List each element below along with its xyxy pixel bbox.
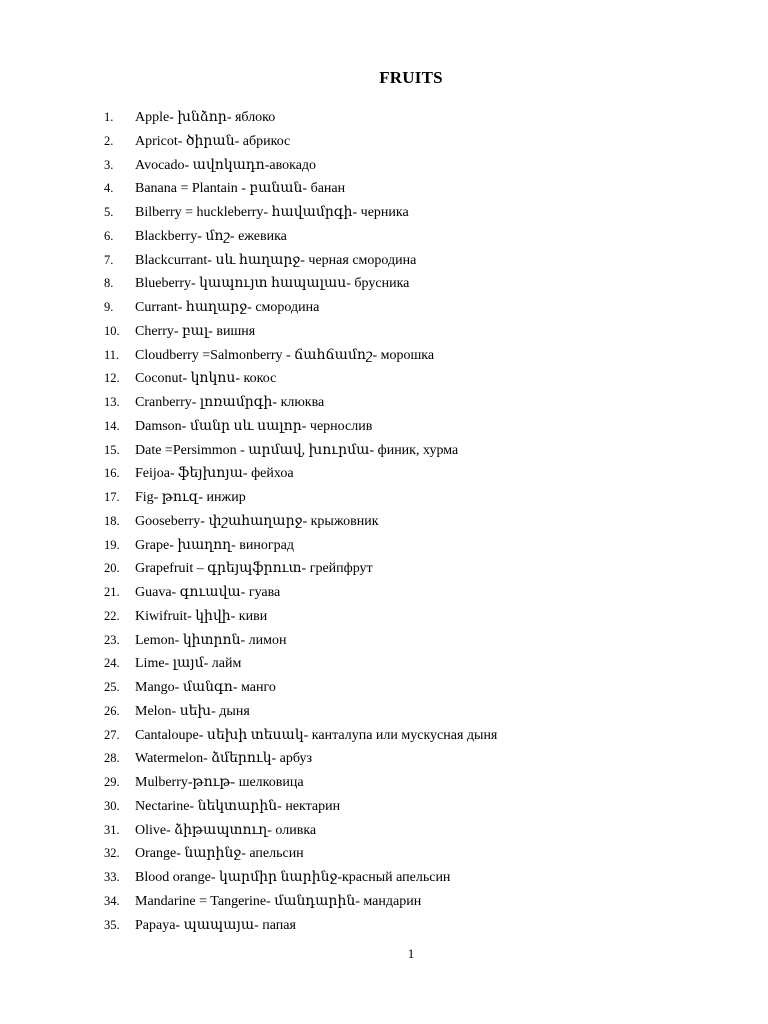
list-item-text: Guava- գուավա- гуава xyxy=(135,585,281,600)
list-item-number: 8. xyxy=(104,276,114,291)
page-title: FRUITS xyxy=(379,68,443,87)
list-item xyxy=(104,439,497,463)
list-item-number: 4. xyxy=(104,181,114,196)
list-item-text: Blackberry- մոշ- ежевика xyxy=(135,228,287,244)
list-item-number: 11. xyxy=(104,347,120,362)
list-item xyxy=(104,391,497,415)
list-item xyxy=(104,700,497,724)
list-item-number: 35. xyxy=(104,917,120,932)
list-item-text: Avocado- ավոկադո-авокадо xyxy=(135,157,317,173)
list-item-number: 32. xyxy=(104,846,120,861)
list-item xyxy=(104,320,497,344)
page-number: 1 xyxy=(407,946,415,961)
list-item-number: 34. xyxy=(104,893,120,908)
list-item xyxy=(104,154,497,178)
list-item-text: Blueberry- կապույտ հապալաս- брусника xyxy=(135,276,410,292)
list-item-text: Olive- ձիթապտուղ- оливка xyxy=(135,822,317,838)
list-item-text: Blood orange- կարմիր նարինջ-красный апельсин xyxy=(135,870,451,885)
list-item-number: 30. xyxy=(104,798,120,813)
list-item-number: 5. xyxy=(104,205,114,219)
list-item xyxy=(104,367,497,391)
list-item xyxy=(104,557,497,581)
list-item-number: 26. xyxy=(104,703,120,718)
list-item-text: Grapefruit – գրեյպֆրուտ- грейпфрут xyxy=(135,561,373,577)
list-item-number: 15. xyxy=(104,442,120,457)
list-item xyxy=(104,842,497,866)
list-item-text: Grape- խաղող- виноград xyxy=(135,537,294,553)
list-item-text: Blackcurrant- սև հաղարջ- черная смородина xyxy=(135,252,417,268)
list-item xyxy=(104,534,497,558)
list-item-text: Melon- սեխ- дыня xyxy=(135,703,250,719)
list-item xyxy=(104,652,497,676)
list-item-text: Fig- թուզ- инжир xyxy=(135,490,246,505)
list-item-number: 21. xyxy=(104,585,120,599)
fruit-list xyxy=(104,106,497,937)
list-item xyxy=(104,344,497,368)
list-item-number: 13. xyxy=(104,395,120,409)
list-item-text: Cranberry- լոռամրգի- клюква xyxy=(135,395,325,410)
list-item-text: Lemon- կիտրոն- лимон xyxy=(135,632,287,648)
list-item-text: Cantaloupe- սեխի տեսակ- канталупа или мускусная дыня xyxy=(135,727,498,743)
list-item-text: Mandarine = Tangerine- մանդարին- мандарин xyxy=(135,893,422,909)
list-item xyxy=(104,296,497,320)
list-item-text: Mulberry-թութ- шелковица xyxy=(135,775,304,790)
list-item-text: Banana = Plantain - բանան- банан xyxy=(135,181,346,197)
list-item-number: 28. xyxy=(104,751,120,766)
list-item xyxy=(104,795,497,819)
list-item xyxy=(104,130,497,154)
list-item xyxy=(104,415,497,439)
list-item-number: 33. xyxy=(104,870,120,884)
list-item-text: Nectarine- նեկտարին- нектарин xyxy=(135,798,341,814)
list-item-number: 31. xyxy=(104,822,120,837)
list-item xyxy=(104,724,497,748)
list-item-text: Mango- մանգո- манго xyxy=(135,680,276,695)
list-item-number: 3. xyxy=(104,157,114,172)
list-item-text: Watermelon- ձմերուկ- арбуз xyxy=(135,751,313,767)
list-item xyxy=(104,462,497,486)
list-item-number: 25. xyxy=(104,680,120,694)
list-item-number: 22. xyxy=(104,608,120,623)
list-item-text: Feijoa- ֆեյխոյա- фейхоа xyxy=(135,466,294,482)
list-item-text: Gooseberry- փշահաղարջ- крыжовник xyxy=(135,513,379,529)
list-item xyxy=(104,771,497,795)
list-item-text: Coconut- կոկոս- кокос xyxy=(135,371,277,387)
list-item-text: Bilberry = huckleberry- հավամրգի- черника xyxy=(135,205,409,220)
list-item-number: 2. xyxy=(104,133,114,148)
list-item-text: Damson- մանր սև սալոր- чернослив xyxy=(135,418,373,434)
list-item xyxy=(104,605,497,629)
list-item-text: Papaya- պապայա- папая xyxy=(135,917,296,933)
list-item-text: Date =Persimmon - արմավ, խուրմա- финик, хурма xyxy=(135,442,459,458)
list-item xyxy=(104,486,497,510)
list-item-number: 10. xyxy=(104,323,120,338)
list-item-text: Orange- նարինջ- апельсин xyxy=(135,846,304,862)
list-item-text: Cloudberry =Salmonberry - ճահճամոշ- морошка xyxy=(135,347,435,363)
list-item-number: 17. xyxy=(104,490,120,504)
list-item xyxy=(104,225,497,249)
list-item-text: Kiwifruit- կիվի- киви xyxy=(135,608,268,624)
list-item-number: 20. xyxy=(104,561,120,576)
list-item xyxy=(104,272,497,296)
list-item-text: Cherry- բալ- вишня xyxy=(135,323,256,339)
list-item-number: 6. xyxy=(104,228,114,243)
list-item xyxy=(104,747,497,771)
list-item xyxy=(104,510,497,534)
list-item-number: 19. xyxy=(104,537,120,552)
list-item xyxy=(104,676,497,700)
list-item-number: 27. xyxy=(104,727,120,742)
list-item xyxy=(104,106,497,130)
list-item xyxy=(104,629,497,653)
list-item-text: Lime- լայմ- лайм xyxy=(135,656,242,672)
list-item-number: 14. xyxy=(104,418,120,433)
list-item xyxy=(104,249,497,273)
list-item-number: 16. xyxy=(104,466,120,481)
list-item xyxy=(104,914,497,938)
list-item-number: 29. xyxy=(104,775,120,789)
list-item-number: 18. xyxy=(104,513,120,528)
list-item xyxy=(104,819,497,843)
list-item-number: 1. xyxy=(104,110,114,124)
list-item-number: 9. xyxy=(104,300,114,314)
list-item-number: 12. xyxy=(104,371,120,386)
list-item-number: 7. xyxy=(104,252,114,267)
list-item xyxy=(104,890,497,914)
list-item-text: Apple- խնձոր- яблоко xyxy=(135,110,276,125)
list-item xyxy=(104,581,497,605)
list-item-text: Currant- հաղարջ- смородина xyxy=(135,300,320,315)
list-item xyxy=(104,177,497,201)
list-item-number: 24. xyxy=(104,656,120,671)
list-item-number: 23. xyxy=(104,632,120,647)
list-item xyxy=(104,201,497,225)
list-item-text: Apricot- ծիրան- абрикос xyxy=(135,133,291,149)
list-item xyxy=(104,866,497,890)
